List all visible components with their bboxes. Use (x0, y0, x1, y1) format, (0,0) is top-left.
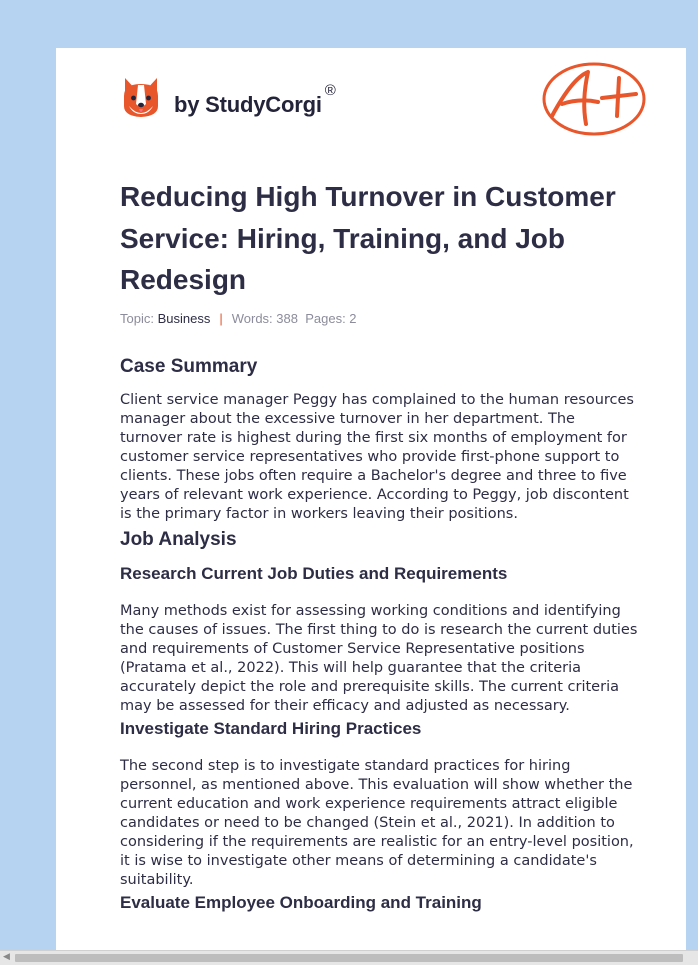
horizontal-scrollbar[interactable] (0, 950, 698, 965)
corgi-logo-icon (121, 76, 161, 120)
hiring-paragraph: The second step is to investigate standard practices for hiring personnel, as mentioned above. This evaluation will show whether the current education and work experience requirements attract eligible candidates or need to be changed (Stein et al., 2021). In addition to considering if the requirements are realistic for an entry-level position, it is wise to investigate other means of determining a candidate's suitability. (120, 758, 634, 888)
job-analysis-heading: Job Analysis (120, 529, 237, 550)
word-count: Words: 388 (231, 311, 298, 326)
research-paragraph: Many methods exist for assessing working conditions and identifying the causes of issues. The first thing to do is research the current duties and requirements of Customer Service Representative positions (Pratama et al., 2022). This will help guarantee that the criteria accurately depict the role and prerequisite skills. The current criteria may be assessed for their efficacy and adjusted as necessary. (120, 603, 638, 714)
onboarding-heading: Evaluate Employee Onboarding and Training (120, 893, 482, 912)
document-page (56, 48, 686, 952)
registered-mark: ® (324, 81, 336, 99)
hiring-heading: Investigate Standard Hiring Practices (120, 719, 422, 738)
essay-body (120, 353, 640, 915)
grade-a-plus-icon (540, 60, 648, 140)
page-count: Pages: 2 (305, 311, 357, 326)
research-heading: Research Current Job Duties and Requirements (120, 564, 508, 583)
essay-meta (120, 311, 357, 326)
studycorgi-logo[interactable] (121, 76, 336, 120)
scroll-left-arrow-icon[interactable]: ◀ (3, 952, 10, 962)
scrollbar-thumb[interactable] (15, 954, 683, 962)
case-summary-heading: Case Summary (120, 356, 258, 377)
meta-separator: | (219, 311, 223, 326)
topic-link[interactable]: Business (157, 311, 211, 326)
case-summary-paragraph: Client service manager Peggy has complained to the human resources manager about the excessive turnover in her department. The turnover rate is highest during the first six months of employment for customer service representatives who provide first-phone support to clients. These jobs often require a Bachelor's degree and three to five years of relevant work experience. According to Peggy, job discontent is the primary factor in workers leaving their positions. (120, 392, 634, 522)
brand-name: by StudyCorgi (174, 92, 322, 117)
essay-title: Reducing High Turnover in Customer Service: Hiring, Training, and Job Redesign (120, 181, 616, 295)
topic-label: Topic: (120, 311, 154, 326)
